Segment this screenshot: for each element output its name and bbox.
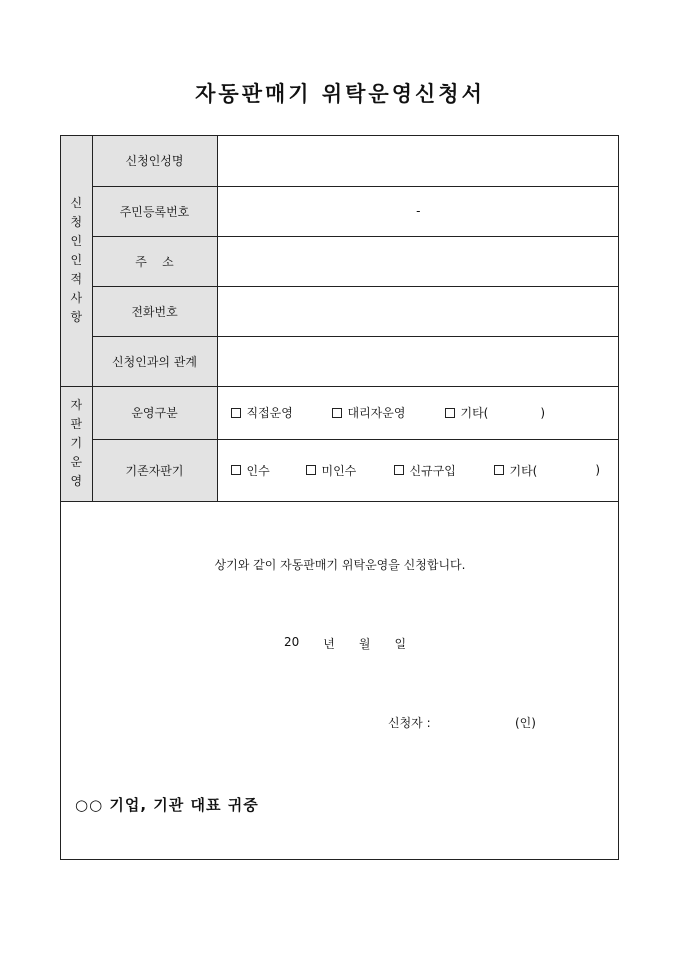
operation-section-heading: 자 판 기 운 영 — [61, 386, 92, 501]
phone-label: 전화번호 — [92, 286, 217, 336]
year-prefix: 20 — [284, 634, 300, 649]
option-other[interactable]: 기타( ) — [445, 404, 546, 421]
checkbox-icon — [494, 465, 504, 475]
address-field[interactable] — [217, 236, 619, 286]
existing-machine-label: 기존자판기 — [92, 439, 217, 501]
form-table — [61, 136, 619, 502]
row-resident-number — [61, 186, 619, 236]
option-no-takeover[interactable]: 미인수 — [306, 462, 394, 479]
operation-type-label: 운영구분 — [92, 386, 217, 439]
option-other[interactable]: 기타( ) — [494, 462, 601, 479]
row-relationship — [61, 336, 619, 386]
declaration-area — [61, 502, 618, 863]
phone-field[interactable] — [217, 286, 619, 336]
resident-number-label: 주민등록번호 — [92, 186, 217, 236]
checkbox-icon — [394, 465, 404, 475]
existing-machine-options — [217, 439, 619, 501]
year-label: 년 — [323, 636, 335, 651]
applicant-section-heading: 신 청 인 인 적 사 항 — [61, 136, 92, 386]
applicant-signature-line — [388, 714, 536, 731]
checkbox-icon — [445, 408, 455, 418]
row-applicant-name — [61, 136, 619, 186]
checkbox-icon — [306, 465, 316, 475]
option-agent[interactable]: 대리자운영 — [332, 404, 445, 421]
document-title: 자동판매기 위탁운영신청서 — [195, 81, 485, 106]
row-operation-type — [61, 386, 619, 439]
checkbox-icon — [332, 408, 342, 418]
resident-number-field[interactable]: - — [217, 186, 619, 236]
relationship-label: 신청인과의 관계 — [92, 336, 217, 386]
row-phone — [61, 286, 619, 336]
address-label: 주 소 — [92, 236, 217, 286]
applicant-name-label: 신청인성명 — [92, 136, 217, 186]
seal-mark: (인) — [515, 715, 536, 730]
applicant-label: 신청자 : — [388, 715, 431, 730]
day-label: 일 — [394, 636, 407, 651]
operation-type-options — [217, 386, 619, 439]
checkbox-icon — [231, 465, 241, 475]
applicant-name-field[interactable] — [217, 136, 619, 186]
application-form — [60, 135, 619, 860]
date-line — [284, 635, 430, 652]
declaration-text: 상기와 같이 자동판매기 위탁운영을 신청합니다. — [214, 557, 466, 572]
addressee: ○○ 기업, 기관 대표 귀중 — [75, 795, 259, 814]
row-address — [61, 236, 619, 286]
option-direct[interactable]: 직접운영 — [231, 404, 332, 421]
option-new-purchase[interactable]: 신규구입 — [394, 462, 494, 479]
checkbox-icon — [231, 408, 241, 418]
row-existing-machine — [61, 439, 619, 501]
option-takeover[interactable]: 인수 — [231, 462, 306, 479]
month-label: 월 — [358, 636, 371, 651]
relationship-field[interactable] — [217, 336, 619, 386]
